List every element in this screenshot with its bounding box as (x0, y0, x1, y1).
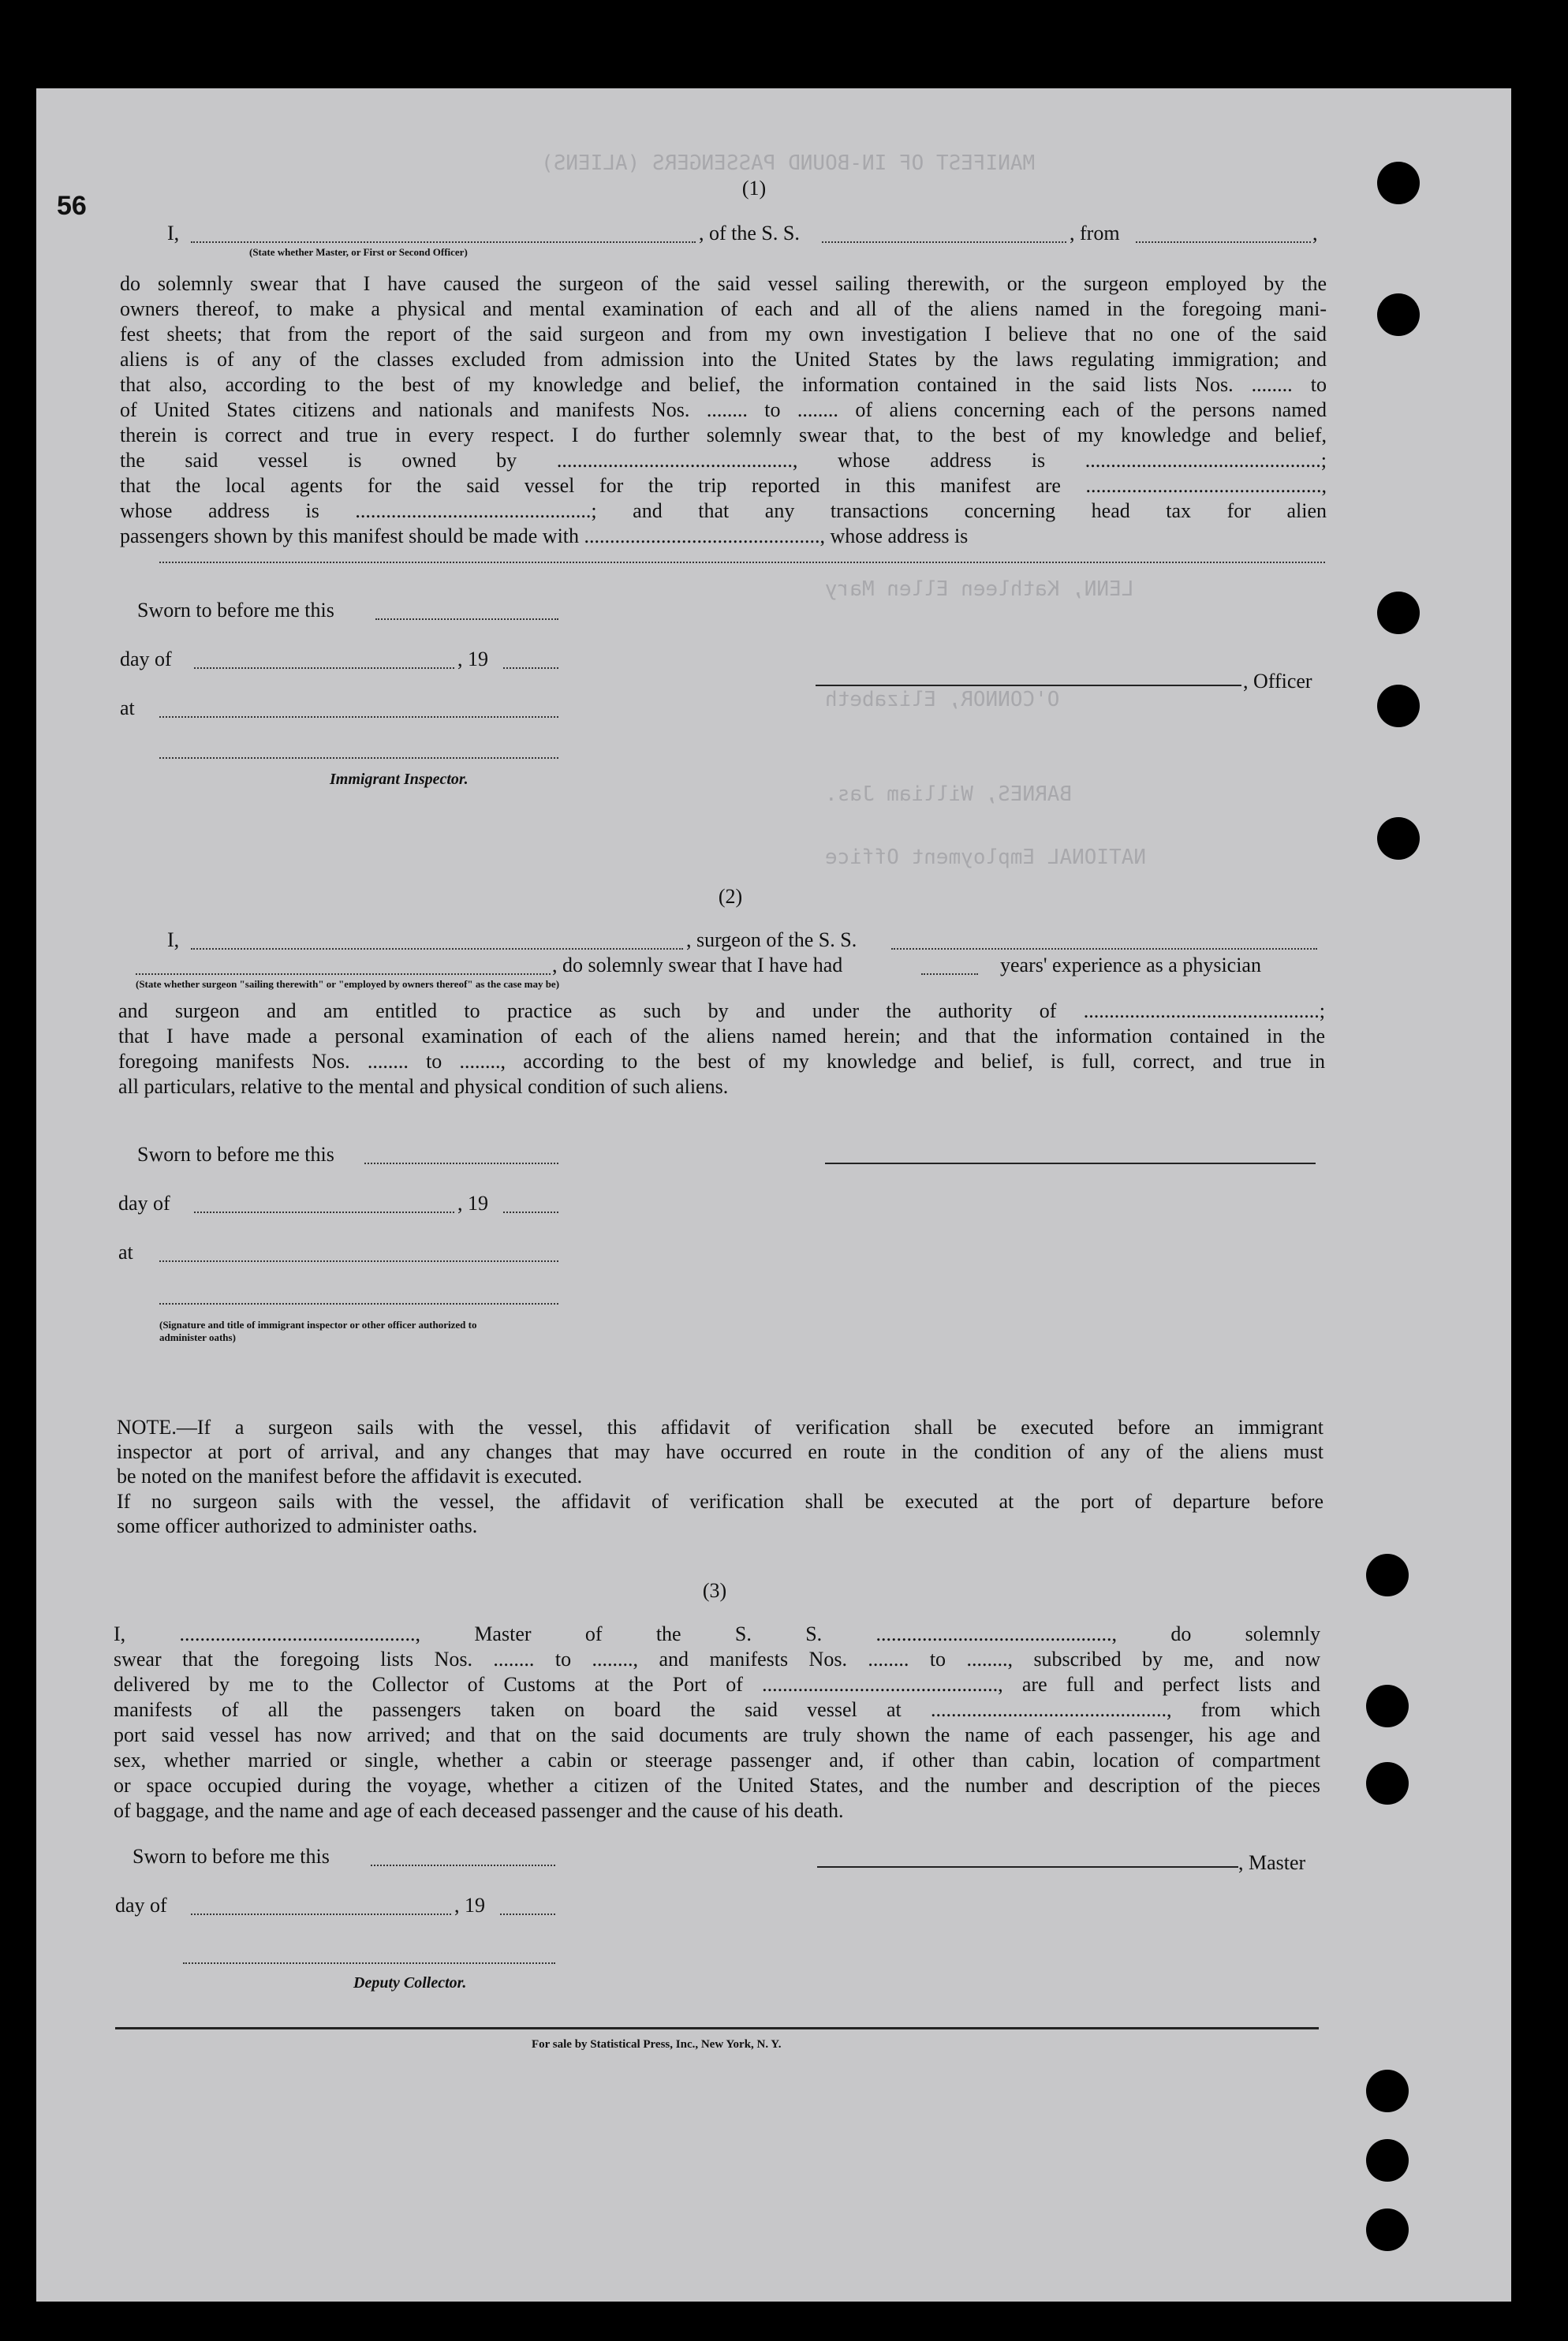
s1-year-blank (503, 667, 558, 669)
s3para-line: or space occupied during the voyage, whether a citizen of the United States, and the number and description of the pieces (114, 1774, 1320, 1797)
s1-line1-i: I, (167, 222, 180, 245)
s3-day-of: day of (115, 1894, 167, 1917)
s3para-line: port said vessel has now arrived; and that on the said documents are truly shown the name of each passenger, his age and (114, 1723, 1320, 1746)
s3-deputy-label: Deputy Collector. (353, 1974, 467, 1992)
s1-officer-note: (State whether Master, or First or Second Officer) (249, 246, 468, 258)
notepara1-line: be noted on the manifest before the affidavit is executed. (117, 1465, 583, 1488)
s2para-line: that I have made a personal examination of each of the aliens named herein; and that the information contained in the (118, 1025, 1325, 1047)
margin-number: 56 (57, 191, 87, 221)
s1-year: , 19 (457, 648, 488, 670)
s2para-line: foregoing manifests Nos. ........ to ........, according to the best of my knowledge and belief, is full, correct, and true in (118, 1050, 1325, 1073)
s2-vessel-blank (891, 948, 1317, 950)
punch-hole (1366, 1685, 1409, 1727)
s1-line1-of-ss: , of the S. S. (699, 222, 800, 245)
punch-hole (1366, 1554, 1409, 1596)
s1-at: at (120, 696, 135, 719)
s1-sworn: Sworn to before me this (137, 599, 334, 622)
s3para-line: sex, whether married or single, whether a cabin or steerage passenger and, if other than cabin, location of compartment (114, 1749, 1320, 1772)
s2-year: , 19 (457, 1192, 488, 1215)
s1-inspector-line (159, 757, 558, 759)
bleed-through-text: NATIONAL Employment Office (825, 846, 1146, 869)
s1-from-blank (1136, 241, 1311, 243)
s1-address-blank (159, 562, 1325, 563)
punch-hole (1377, 293, 1420, 336)
s2-surgeon-note: (State whether surgeon "sailing therewith" or "employed by owners thereof" as the case may be) (136, 978, 560, 990)
punch-hole (1377, 162, 1420, 204)
notepara2-line: some officer authorized to administer oaths. (117, 1514, 478, 1537)
s1para-line: that the local agents for the said vessel for the trip reported in this manifest are .............................................., (120, 474, 1327, 497)
s2-line2-years: years' experience as a physician (1000, 954, 1261, 976)
s1para-line: the said vessel is owned by .............................................., whose address is ..............................................; (120, 449, 1327, 472)
s2-line2: , do solemnly swear that I have had (552, 954, 843, 976)
s1-sworn-blank (375, 618, 558, 620)
s1-line1-from: , from (1070, 222, 1120, 245)
s1-officer-label: , Officer (1243, 670, 1312, 693)
s1-at-blank (159, 716, 558, 718)
s1para-line: do solemnly swear that I have caused the surgeon of the said vessel sailing therewith, or the surgeon employed by the (120, 272, 1327, 295)
s2para-line: all particulars, relative to the mental and physical condition of such aliens. (118, 1075, 729, 1098)
footer-rule (115, 2027, 1319, 2029)
notepara1-line: NOTE.—If a surgeon sails with the vessel, this affidavit of verification shall be executed before an immigrant (117, 1416, 1323, 1439)
s3para-line: swear that the foregoing lists Nos. ........ to ........, and manifests Nos. ........ to ........, subscribed by me, and now (114, 1648, 1320, 1671)
s2-day-blank (194, 1212, 454, 1213)
manifest-back-page (36, 88, 1511, 2302)
s2para-line: and surgeon and am entitled to practice as such by and under the authority of ..............................................; (118, 999, 1325, 1022)
s1-line1-comma: , (1312, 222, 1318, 245)
s1-vessel-blank (822, 241, 1066, 243)
s3-year-blank (500, 1913, 555, 1915)
s2-sworn-blank (364, 1163, 558, 1164)
s2-officer-line (159, 1303, 558, 1305)
s2-signature-note: (Signature and title of immigrant inspector or other officer authorized to administer oaths) (159, 1319, 477, 1343)
notepara2-line: If no surgeon sails with the vessel, the affidavit of verification shall be executed at the port of departure before (117, 1490, 1323, 1513)
s1para-line: that also, according to the best of my knowledge and belief, the information contained in the said lists Nos. ........ to (120, 373, 1327, 396)
s1para-line: aliens is of any of the classes excluded from admission into the United States by the laws regulating immigration; and (120, 348, 1327, 371)
s2-day-of: day of (118, 1192, 170, 1215)
s1-officer-blank (191, 241, 696, 243)
bleed-through-text: LENN, Kathleen Ellen Mary (825, 577, 1134, 601)
s2-surgeon-blank (191, 948, 683, 950)
s1para-line: whose address is ..............................................; and that any transactions concerning head tax for alien (120, 499, 1327, 522)
s2-line1-i: I, (167, 928, 180, 951)
s2-sworn: Sworn to before me this (137, 1143, 334, 1166)
s3para-line: I, .............................................., Master of the S. S. .............................................., do solemnly (114, 1622, 1320, 1645)
s2-at-blank (159, 1260, 558, 1262)
punch-hole (1377, 592, 1420, 634)
s1-day-blank (194, 667, 454, 669)
s3-master-signature-line (817, 1866, 1238, 1868)
s3para-line: manifests of all the passengers taken on board the said vessel at .............................................., from which (114, 1698, 1320, 1721)
s1para-line: of United States citizens and nationals and manifests Nos. ........ to ........ of aliens concerning each of the persons named (120, 398, 1327, 421)
punch-hole (1377, 685, 1420, 727)
notepara1-line: inspector at port of arrival, and any changes that may have occurred en route in the condition of any of the aliens must (117, 1440, 1323, 1463)
s1-day-of: day of (120, 648, 172, 670)
bleed-through-text: BARNES, William Jas. (825, 782, 1073, 806)
s2-signature-line (825, 1163, 1316, 1164)
punch-hole (1366, 2208, 1409, 2251)
s2-year-blank (503, 1212, 558, 1213)
s3-master-label: , Master (1238, 1851, 1306, 1874)
s1para-line: owners thereof, to make a physical and mental examination of each and all of the aliens named in the foregoing mani- (120, 297, 1327, 320)
s3-sworn: Sworn to before me this (133, 1845, 330, 1868)
s2-line1-surgeon: , surgeon of the S. S. (686, 928, 857, 951)
section-2-number: (2) (718, 885, 743, 908)
s3para-line: delivered by me to the Collector of Customs at the Port of .............................................., are full and perfect lists and (114, 1673, 1320, 1696)
s1-officer-signature-line (816, 685, 1241, 686)
punch-hole (1366, 2070, 1409, 2112)
s1para-line: passengers shown by this manifest should be made with .............................................., whose address is (120, 525, 969, 547)
s2-years-blank (921, 973, 978, 975)
bleed-through-text: O'CONNOR, Elizabeth (825, 688, 1060, 711)
s1-inspector-label: Immigrant Inspector. (330, 771, 469, 788)
s3-sworn-blank (371, 1865, 555, 1866)
punch-hole (1377, 817, 1420, 860)
s3para-line: of baggage, and the name and age of each deceased passenger and the cause of his death. (114, 1799, 844, 1822)
section-1-number: (1) (741, 177, 767, 200)
s2-at: at (118, 1241, 133, 1264)
punch-hole (1366, 1762, 1409, 1805)
footer-imprint: For sale by Statistical Press, Inc., New York, N. Y. (532, 2038, 782, 2051)
s3-year: , 19 (454, 1894, 485, 1917)
s3-day-blank (191, 1913, 451, 1915)
s2-name-blank (136, 973, 551, 975)
section-3-number: (3) (702, 1579, 727, 1602)
s1para-line: fest sheets; that from the report of the said surgeon and from my own investigation I believe that no one of the said (120, 323, 1327, 345)
bleed-through-text: MANIFEST OF IN-BOUND PASSENGERS (ALIENS) (541, 151, 1036, 175)
s3-deputy-line (183, 1962, 555, 1964)
punch-hole (1366, 2139, 1409, 2182)
s1para-line: therein is correct and true in every respect. I do further solemnly swear that, to the best of my knowledge and belief, (120, 424, 1327, 446)
